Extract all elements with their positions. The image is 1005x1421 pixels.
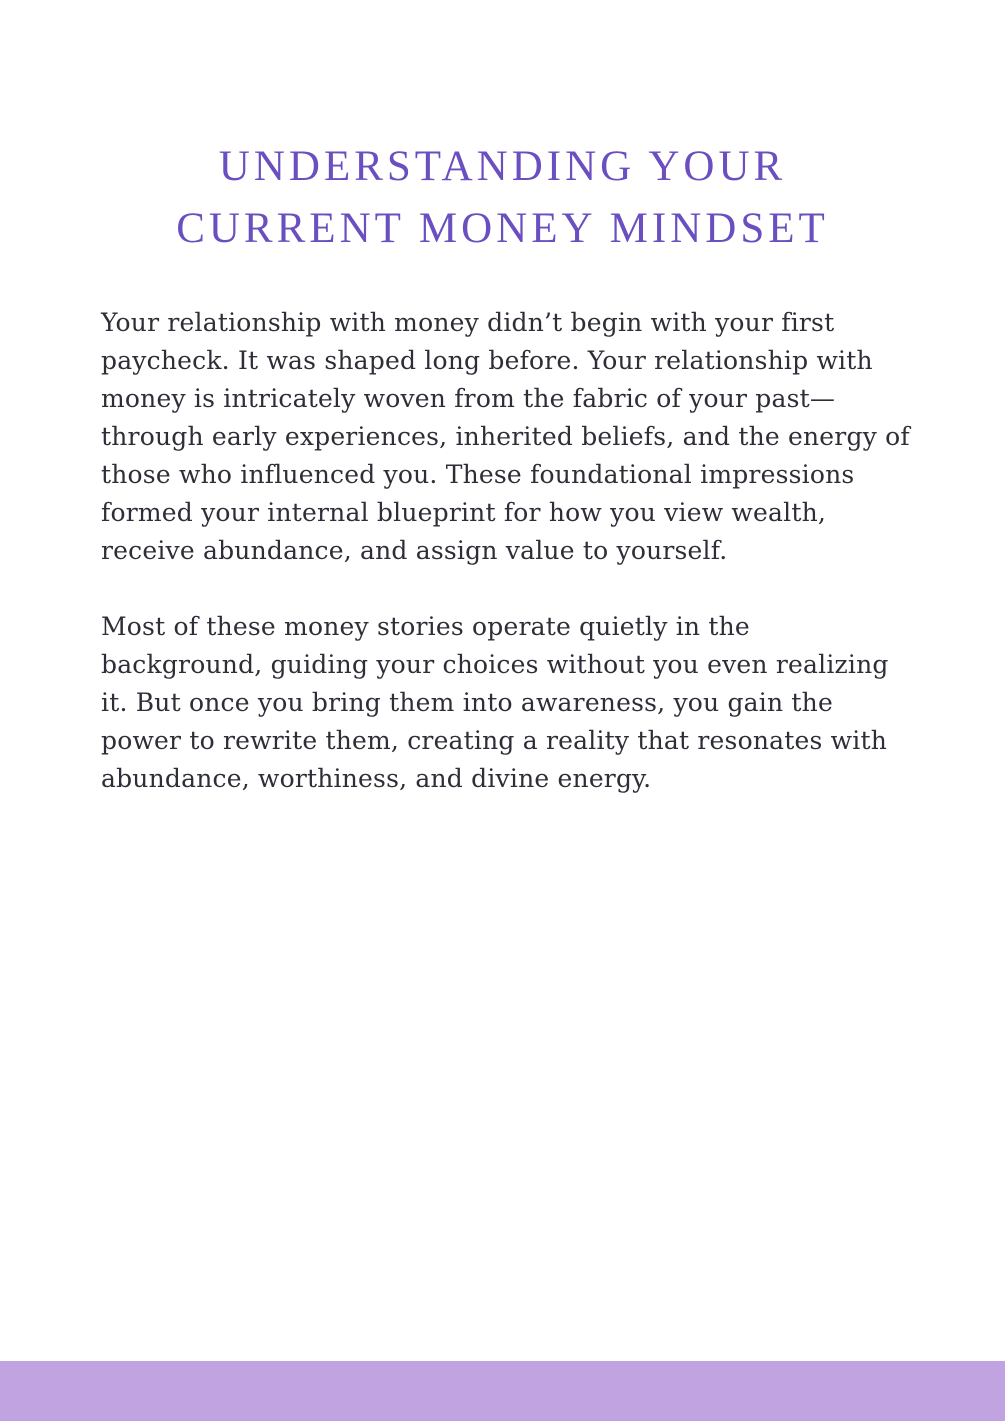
page-title-line-2: CURRENT MONEY MINDSET — [176, 205, 829, 252]
body-text — [101, 304, 911, 836]
footer-bar — [0, 1361, 1005, 1421]
page-title — [0, 136, 1005, 260]
page-title-line-1: UNDERSTANDING YOUR — [218, 143, 787, 190]
paragraph-1: Your relationship with money didn’t begin with your first paycheck. It was shaped long before. Your relationship with money is intricately woven from the fabric of your past—through early experiences, inherited beliefs, and the energy of those who influenced you. These foundational impressions formed your internal blueprint for how you view wealth, receive abundance, and assign value to yourself. — [101, 308, 910, 565]
paragraph-2: Most of these money stories operate quietly in the background, guiding your choices without you even realizing it. But once you bring them into awareness, you gain the power to rewrite them, creating a reality that resonates with abundance, worthiness, and divine energy. — [101, 612, 889, 793]
